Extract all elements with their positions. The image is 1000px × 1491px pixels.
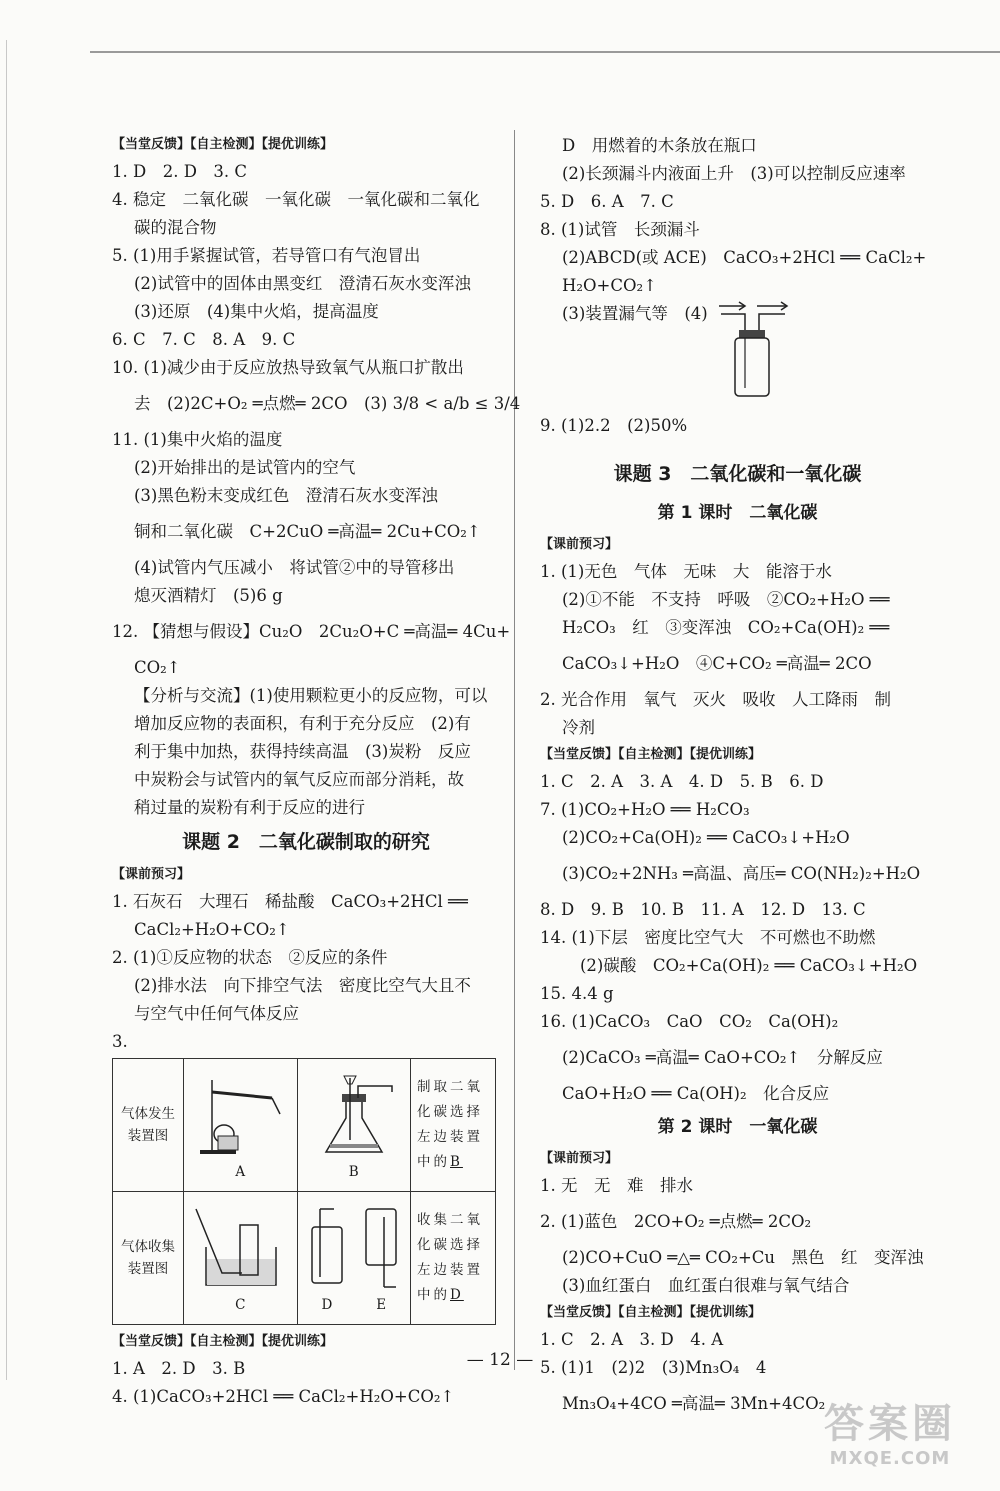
answer-line: 去 (2)2C+O₂ ═点燃═ 2CO (3) 3/8 < a/b ≤ 3/4 — [134, 394, 521, 413]
watermark-text: 答案圈 — [824, 1401, 956, 1447]
section-tags: 【课前预习】 — [540, 537, 619, 552]
figure-caption: D — [321, 1297, 333, 1313]
apparatus-b-figure — [297, 1059, 411, 1192]
answer-line: 1. C 2. A 3. D 4. A — [540, 1330, 724, 1349]
answer-line: 【分析与交流】(1)使用颗粒更小的反应物，可以 — [134, 686, 488, 705]
answer-line: 1. A 2. D 3. B — [112, 1359, 246, 1378]
table-answer-text: 制取二氧化碳选择左边装置中的 — [417, 1079, 483, 1170]
answer-line: 2. 光合作用 氧气 灭火 吸收 人工降雨 制 — [540, 690, 891, 709]
section-tags: 【当堂反馈】【自主检测】【提优训练】 — [540, 1305, 762, 1320]
answer-line: 2. (1)①反应物的状态 ②反应的条件 — [112, 948, 388, 967]
answer-line: 增加反应物的表面积，有利于充分反应 (2)有 — [134, 714, 471, 733]
table-answer-value: B — [450, 1154, 463, 1170]
flask-apparatus-icon — [306, 1070, 402, 1160]
heating-apparatus-icon — [192, 1070, 288, 1160]
table-row-label: 气体发生装置图 — [113, 1059, 184, 1192]
watermark-logo — [800, 1400, 980, 1480]
apparatus-a-figure — [184, 1059, 298, 1192]
answer-line: 11. (1)集中火焰的温度 — [112, 430, 283, 449]
answer-line: 1. C 2. A 3. A 4. D 5. B 6. D — [540, 772, 824, 791]
answer-line: 16. (1)CaCO₃ CaO CO₂ Ca(OH)₂ — [540, 1012, 839, 1031]
answer-line: (2)CaCO₃ ═高温═ CaO+CO₂↑ 分解反应 — [562, 1048, 883, 1067]
table-answer-text: 收集二氧化碳选择左边装置中的 — [417, 1212, 483, 1303]
water-trough-icon — [192, 1203, 288, 1293]
figure-caption: C — [235, 1297, 246, 1313]
page-edge — [6, 40, 7, 1380]
answer-line: 5. (1)1 (2)2 (3)Mn₃O₄ 4 — [540, 1358, 767, 1377]
answer-line: 碳的混合物 — [134, 218, 217, 237]
gas-bottle-icon — [713, 300, 793, 400]
lesson-title: 第 2 课时 一氧化碳 — [657, 1117, 818, 1137]
answer-line: H₂CO₃ 红 ③变浑浊 CO₂+Ca(OH)₂ ══ — [562, 618, 890, 637]
answer-line: 5. (1)用手紧握试管，若导管口有气泡冒出 — [112, 246, 421, 265]
answer-line: (3)CO₂+2NH₃ ═高温、高压═ CO(NH₂)₂+H₂O — [562, 864, 921, 883]
watermark-url: MXQE.COM — [829, 1448, 951, 1469]
answer-line: (2)试管中的固体由黑变红 澄清石灰水变浑浊 — [134, 274, 471, 293]
answer-line: H₂O+CO₂↑ — [562, 276, 657, 295]
apparatus-de-figure — [297, 1192, 411, 1325]
answer-line: (2)长颈漏斗内液面上升 (3)可以控制反应速率 — [562, 164, 906, 183]
answer-line: (2)①不能 不支持 呼吸 ②CO₂+H₂O ══ — [562, 590, 890, 609]
column-divider — [514, 130, 515, 1370]
answer-line: CaCO₃↓+H₂O ④C+CO₂ ═高温═ 2CO — [562, 654, 872, 673]
answer-line: (3)还原 (4)集中火焰，提高温度 — [134, 302, 379, 321]
answer-line: 稍过量的炭粉有利于反应的进行 — [134, 798, 365, 817]
answer-line: (2)CO₂+Ca(OH)₂ ══ CaCO₃↓+H₂O — [562, 828, 850, 847]
answer-line: 4. 稳定 二氧化碳 一氧化碳 一氧化碳和二氧化 — [112, 190, 480, 209]
answer-line: 9. (1)2.2 (2)50% — [540, 416, 688, 435]
answer-line: 3. — [112, 1032, 128, 1051]
answer-line: 中炭粉会与试管内的氧气反应而部分消耗，故 — [134, 770, 464, 789]
table-row-label: 气体收集装置图 — [113, 1192, 184, 1325]
answer-line: (2)排水法 向下排空气法 密度比空气大且不 — [134, 976, 471, 995]
answer-line: CaO+H₂O ══ Ca(OH)₂ 化合反应 — [562, 1084, 830, 1103]
answer-line: (2)CO+CuO ═△═ CO₂+Cu 黑色 红 变浑浊 — [562, 1248, 924, 1267]
answer-line: 1. 无 无 难 排水 — [540, 1176, 693, 1195]
figure-caption: B — [348, 1164, 359, 1180]
answer-line: (2)ABCD(或 ACE) CaCO₃+2HCl ══ CaCl₂+ — [562, 248, 927, 267]
answer-line: 12. 【猜想与假设】Cu₂O 2Cu₂O+C ═高温═ 4Cu+ — [112, 622, 511, 641]
answer-line: 利于集中加热，获得持续高温 (3)炭粉 反应 — [134, 742, 471, 761]
answer-line: 2. (1)蓝色 2CO+O₂ ═点燃═ 2CO₂ — [540, 1212, 812, 1231]
answer-line: (2)开始排出的是试管内的空气 — [134, 458, 356, 477]
section-tags: 【课前预习】 — [112, 867, 191, 882]
answer-line: (3)血红蛋白 血红蛋白很难与氧气结合 — [562, 1276, 850, 1295]
right-column — [540, 132, 935, 1426]
section-title: 课题 3 二氧化碳和一氧化碳 — [613, 463, 862, 485]
answer-line: (3)黑色粉末变成红色 澄清石灰水变浑浊 — [134, 486, 438, 505]
figure-caption: A — [235, 1164, 246, 1180]
answer-line: 冷剂 — [562, 718, 595, 737]
answer-line: (4)试管内气压减小 将试管②中的导管移出 — [134, 558, 455, 577]
answer-line: CO₂↑ — [134, 658, 181, 677]
table-answer-cell — [411, 1059, 496, 1192]
answer-line: 1. 石灰石 大理石 稀盐酸 CaCO₃+2HCl ══ — [112, 892, 468, 911]
answer-line: 1. D 2. D 3. C — [112, 162, 248, 181]
section-tags: 【当堂反馈】【自主检测】【提优训练】 — [540, 747, 762, 762]
answer-line: 5. D 6. A 7. C — [540, 192, 674, 211]
apparatus-table — [112, 1058, 496, 1325]
answer-text: (3)装置漏气等 (4) — [562, 304, 708, 323]
answer-line: 熄灭酒精灯 (5)6 g — [134, 586, 283, 605]
lesson-title: 第 1 课时 二氧化碳 — [657, 503, 818, 523]
apparatus-c-figure — [184, 1192, 298, 1325]
table-answer-value: D — [450, 1287, 464, 1303]
answer-line: 15. 4.4 g — [540, 984, 614, 1003]
section-tags: 【当堂反馈】【自主检测】【提优训练】 — [112, 137, 334, 152]
answer-line: 7. (1)CO₂+H₂O ══ H₂CO₃ — [540, 800, 750, 819]
answer-line: 8. (1)试管 长颈漏斗 — [540, 220, 700, 239]
answer-line: Mn₃O₄+4CO ═高温═ 3Mn+4CO₂ — [562, 1394, 826, 1413]
answer-line: 14. (1)下层 密度比空气大 不可燃也不助燃 — [540, 928, 876, 947]
answer-line: 8. D 9. B 10. B 11. A 12. D 13. C — [540, 900, 866, 919]
answer-line: 与空气中任何气体反应 — [134, 1004, 299, 1023]
answer-line: D 用燃着的木条放在瓶口 — [562, 136, 757, 155]
section-tags: 【当堂反馈】【自主检测】【提优训练】 — [112, 1334, 334, 1349]
answer-line: 铜和二氧化碳 C+2CuO ═高温═ 2Cu+CO₂↑ — [134, 522, 481, 541]
answer-line: 4. (1)CaCO₃+2HCl ══ CaCl₂+H₂O+CO₂↑ — [112, 1387, 455, 1406]
answer-line: 10. (1)减少由于反应放热导致氧气从瓶口扩散出 — [112, 358, 464, 377]
figure-caption: E — [376, 1297, 387, 1313]
answer-line — [540, 300, 935, 412]
left-column — [112, 132, 521, 1411]
page-number: — 12 — — [466, 1350, 534, 1370]
table-answer-cell — [411, 1192, 496, 1325]
section-tags: 【课前预习】 — [540, 1151, 619, 1166]
answer-line: 6. C 7. C 8. A 9. C — [112, 330, 296, 349]
answer-line: 1. (1)无色 气体 无味 大 能溶于水 — [540, 562, 832, 581]
section-title: 课题 2 二氧化碳制取的研究 — [182, 831, 430, 853]
top-rule — [90, 51, 1000, 53]
answer-line: (2)碳酸 CO₂+Ca(OH)₂ ══ CaCO₃↓+H₂O — [580, 956, 918, 975]
answer-line: CaCl₂+H₂O+CO₂↑ — [134, 920, 290, 939]
gas-bottles-icon — [306, 1203, 402, 1293]
